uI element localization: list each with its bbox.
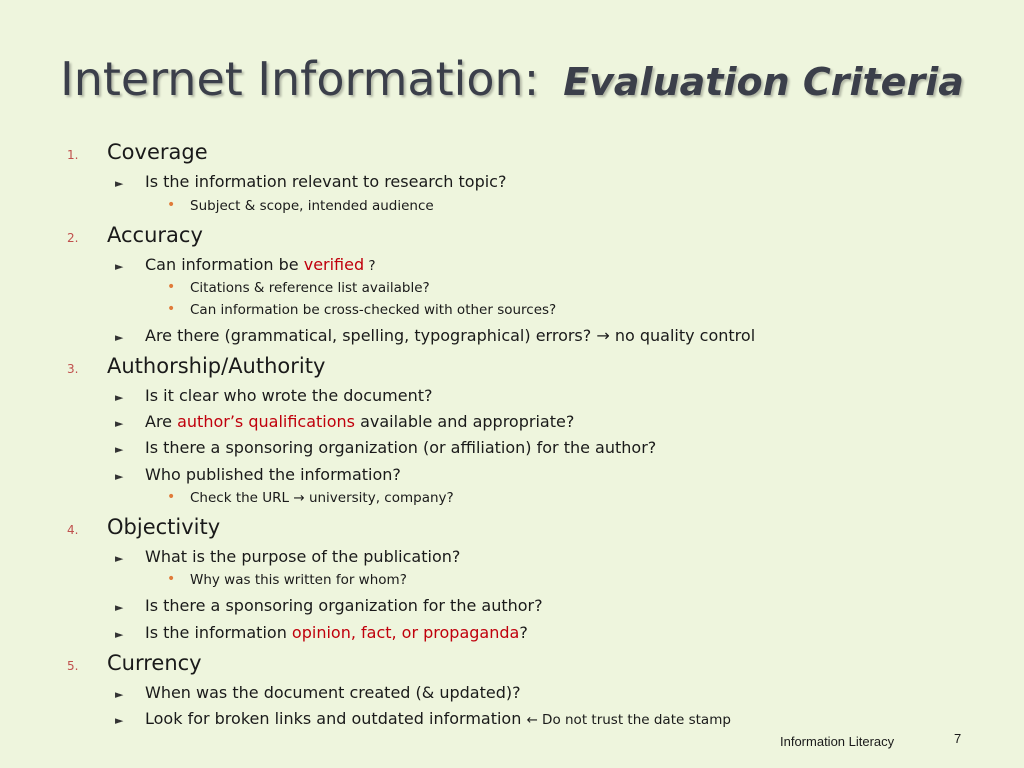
section-number: 4. xyxy=(67,523,79,537)
arrow-bullet-icon: ► xyxy=(115,552,124,565)
slide-title xyxy=(0,52,1024,106)
arrow-bullet-icon: ► xyxy=(115,688,124,701)
list-item-text: Look for broken links and outdated information xyxy=(145,709,527,728)
section-number: 3. xyxy=(67,362,79,376)
list-item: When was the document created (& updated)? xyxy=(145,683,521,702)
list-item-text: Can information be xyxy=(145,255,304,274)
arrow-bullet-icon: ► xyxy=(115,601,124,614)
arrow-bullet-icon: ► xyxy=(115,628,124,641)
section-number: 1. xyxy=(67,148,79,162)
list-item: Who published the information? xyxy=(145,465,401,484)
bullet-dot-icon: • xyxy=(167,279,176,295)
arrow-bullet-icon: ► xyxy=(115,391,124,404)
bullet-dot-icon: • xyxy=(167,571,176,587)
bullet-dot-icon: • xyxy=(167,489,176,505)
list-item-text: ? xyxy=(364,258,376,274)
arrow-bullet-icon: ► xyxy=(115,470,124,483)
section-heading: Currency xyxy=(107,651,202,675)
arrow-bullet-icon: ► xyxy=(115,260,124,273)
list-item: Can information be cross-checked with other sources? xyxy=(190,302,557,318)
page-number: 7 xyxy=(954,731,962,746)
list-item: What is the purpose of the publication? xyxy=(145,547,461,566)
list-item: Citations & reference list available? xyxy=(190,280,430,296)
section-heading: Coverage xyxy=(107,140,208,164)
section-heading: Accuracy xyxy=(107,223,203,247)
highlight-text: verified xyxy=(303,255,365,274)
list-item: Why was this written for whom? xyxy=(190,572,407,588)
list-item-text: Are xyxy=(145,412,178,431)
list-item: Is the information relevant to research topic? xyxy=(145,172,507,191)
bullet-dot-icon: • xyxy=(167,301,176,317)
highlight-text: opinion, fact, or propaganda xyxy=(291,623,520,642)
bullet-dot-icon: • xyxy=(167,197,176,213)
arrow-bullet-icon: ► xyxy=(115,331,124,344)
note-text: ← Do not trust the date stamp xyxy=(526,712,731,728)
list-item: Is there a sponsoring organization for the author? xyxy=(145,596,543,615)
arrow-bullet-icon: ► xyxy=(115,417,124,430)
list-item xyxy=(145,255,376,274)
list-item xyxy=(145,623,528,642)
list-item-text: ? xyxy=(519,623,528,642)
arrow-bullet-icon: ► xyxy=(115,443,124,456)
arrow-bullet-icon: ► xyxy=(115,714,124,727)
highlight-text: author’s qualifications xyxy=(177,412,355,431)
list-item-text: available and appropriate? xyxy=(355,412,575,431)
section-number: 5. xyxy=(67,659,79,673)
list-item xyxy=(145,412,574,431)
list-item: Check the URL → university, company? xyxy=(190,490,454,506)
title-main: Internet Information: xyxy=(60,52,540,106)
list-item: Is there a sponsoring organization (or affiliation) for the author? xyxy=(145,438,657,457)
section-number: 2. xyxy=(67,231,79,245)
list-item-text: Is the information xyxy=(145,623,292,642)
section-heading: Objectivity xyxy=(107,515,221,539)
arrow-bullet-icon: ► xyxy=(115,177,124,190)
list-item xyxy=(145,709,731,728)
title-subtitle: Evaluation Criteria xyxy=(563,60,964,104)
section-heading: Authorship/Authority xyxy=(107,354,326,378)
footer-label: Information Literacy xyxy=(780,734,895,749)
list-item: Subject & scope, intended audience xyxy=(190,198,434,214)
list-item: Is it clear who wrote the document? xyxy=(145,386,433,405)
list-item: Are there (grammatical, spelling, typographical) errors? → no quality control xyxy=(145,326,756,345)
